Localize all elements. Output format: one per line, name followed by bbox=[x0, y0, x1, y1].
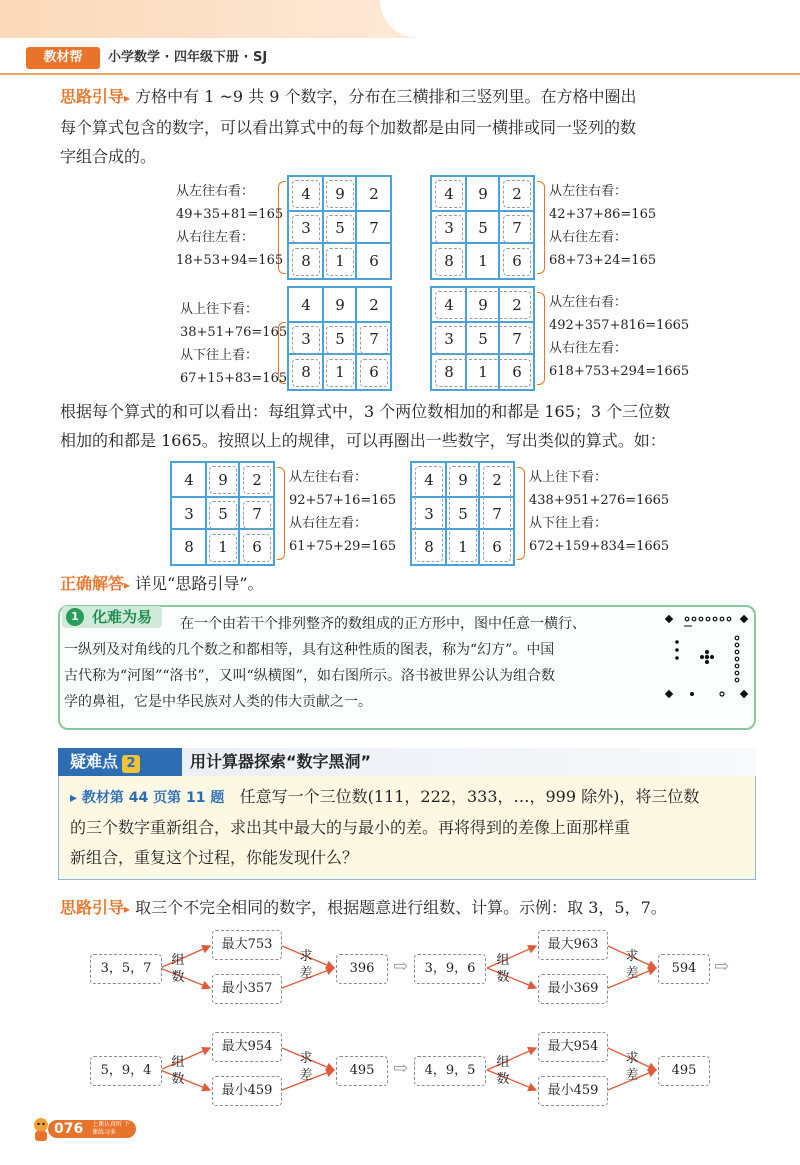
flow-result-box: 594 bbox=[658, 954, 710, 984]
section-tag: 思路引导 bbox=[60, 87, 125, 106]
example-equations: 从上往下看： 438+951+276=1665 从下往上看： 672+159+834=1665 bbox=[529, 470, 670, 554]
grid-cell: 5 bbox=[478, 219, 488, 237]
grid-cell: 3 bbox=[424, 505, 434, 523]
brand-badge: 教材帮 bbox=[26, 47, 100, 69]
grid-cell: 6 bbox=[369, 363, 379, 381]
tag-arrow-icon: ▸ bbox=[124, 91, 131, 105]
page-slogan: 上课认真听 下课练习多 bbox=[92, 1121, 130, 1136]
grid-cell: 7 bbox=[369, 219, 379, 237]
problem-text bbox=[70, 782, 750, 873]
brace-icon bbox=[517, 467, 525, 560]
problem-line: 任意写一个三位数(111，222，333，…，999 除外)，将三位数 bbox=[239, 787, 700, 806]
grid-cell: 5 bbox=[335, 330, 345, 348]
grid-cell: 4 bbox=[301, 296, 311, 314]
grid-cell: 4 bbox=[444, 296, 454, 314]
grid-cell: 8 bbox=[444, 252, 454, 270]
grid-cell: 2 bbox=[512, 296, 522, 314]
tip-label-text: 化难为易 bbox=[92, 608, 153, 626]
grid-cell: 4 bbox=[444, 185, 454, 203]
flow-min-box: 最小459 bbox=[212, 1076, 282, 1106]
grid-cell: 4 bbox=[301, 185, 311, 203]
grid-cell: 7 bbox=[369, 330, 379, 348]
flow-max-box: 最大963 bbox=[538, 930, 608, 960]
flow-result-box: 396 bbox=[336, 954, 388, 984]
flow-label-diff: 求 差 bbox=[299, 949, 313, 981]
grid-cell: 8 bbox=[444, 363, 454, 381]
grid-cell: 1 bbox=[218, 538, 228, 556]
grid-cell: 3 bbox=[301, 330, 311, 348]
grid-cell: 1 bbox=[478, 363, 488, 381]
section1-conclusion bbox=[60, 397, 760, 455]
flow-max-box: 最大954 bbox=[212, 1032, 282, 1062]
flow-result-box: 495 bbox=[336, 1056, 388, 1086]
header-band bbox=[0, 0, 800, 38]
section2-text: 取三个不完全相同的数字，根据题意进行组数、计算。示例：取 3，5，7。 bbox=[135, 898, 667, 917]
conclusion-line: 根据每个算式的和可以看出：每组算式中，3 个两位数相加的和都是 165；3 个三位数 bbox=[60, 402, 671, 421]
tip-text bbox=[64, 611, 654, 715]
grid-cell: 7 bbox=[492, 505, 502, 523]
flow-label-diff: 求 差 bbox=[625, 949, 639, 981]
grid-cell: 6 bbox=[512, 363, 522, 381]
next-arrow-icon: ⇨ bbox=[714, 956, 730, 977]
flow-max-box: 最大954 bbox=[538, 1032, 608, 1062]
brace-icon bbox=[277, 467, 285, 560]
grid-cell: 1 bbox=[335, 252, 345, 270]
magic-square-grid bbox=[410, 461, 515, 566]
conclusion-line: 相加的和都是 1665。按照以上的规律，可以再圈出一些数字，写出类似的算式。如： bbox=[60, 431, 666, 450]
tip-line: 一纵列及对角线的几个数之和都相等，具有这种性质的图表，称为“幻方”。中国 bbox=[64, 642, 555, 658]
grid-cell: 9 bbox=[335, 296, 345, 314]
grid-cell: 3 bbox=[444, 219, 454, 237]
grid-cell: 3 bbox=[301, 219, 311, 237]
example-equations: 从左往右看： 492+357+816=1665 从右往左看： 618+753+294=1665 bbox=[549, 295, 690, 379]
page-number: 076 bbox=[54, 1121, 84, 1137]
grid-cell: 9 bbox=[458, 471, 468, 489]
difficulty-badge: 疑难点 2 bbox=[58, 748, 182, 776]
brace-icon bbox=[537, 292, 545, 385]
difficulty-title: 用计算器探索“数字黑洞” bbox=[190, 752, 372, 771]
flow-label-diff: 求 差 bbox=[625, 1051, 639, 1083]
grid-cell: 2 bbox=[252, 471, 262, 489]
page-footer bbox=[30, 1116, 138, 1142]
grid-cell: 4 bbox=[424, 471, 434, 489]
grid-cell: 8 bbox=[184, 538, 194, 556]
grid-cell: 8 bbox=[301, 363, 311, 381]
magic-square-grid bbox=[287, 286, 392, 391]
next-arrow-icon: ⇨ bbox=[393, 1058, 409, 1079]
grid-cell: 1 bbox=[458, 538, 468, 556]
book-title: 小学数学 · 四年级下册 · SJ bbox=[108, 50, 268, 65]
magic-square-grid bbox=[430, 175, 535, 280]
tip-number: 1 bbox=[66, 608, 84, 626]
flow-label-group: 组 数 bbox=[171, 953, 185, 985]
example-equations: 从左往右看： 42+37+86=165 从右往左看： 68+73+24=165 bbox=[549, 184, 657, 268]
grid-cell: 2 bbox=[369, 185, 379, 203]
grid-cell: 9 bbox=[478, 185, 488, 203]
flow-input-box: 4，9，5 bbox=[414, 1056, 486, 1086]
flow-label-diff: 求 差 bbox=[299, 1051, 313, 1083]
page-header bbox=[0, 47, 800, 69]
grid-cell: 2 bbox=[369, 296, 379, 314]
grid-cell: 9 bbox=[335, 185, 345, 203]
grid-cell: 7 bbox=[512, 330, 522, 348]
grid-cell: 7 bbox=[512, 219, 522, 237]
grid-cell: 8 bbox=[301, 252, 311, 270]
intro-line: 每个算式包含的数字，可以看出算式中的每个加数都是由同一横排或同一竖列的数 bbox=[60, 118, 637, 137]
flow-input-box: 3，5，7 bbox=[90, 954, 162, 984]
problem-line: 新组合，重复这个过程，你能发现什么？ bbox=[70, 848, 359, 867]
tag-arrow-icon: ▸ bbox=[124, 578, 131, 592]
problem-line: 的三个数字重新组合，求出其中最大的与最小的差。再将得到的差像上面那样重 bbox=[70, 818, 631, 837]
section-tag: 正确解答 bbox=[60, 574, 125, 593]
tip-line: 古代称为“河图”“洛书”，又叫“纵横图”，如右图所示。洛书被世界公认为组合数 bbox=[64, 668, 555, 684]
grid-cell: 1 bbox=[335, 363, 345, 381]
example-equations: 从上往下看： 38+51+76=165 从下往上看： 67+15+83=165 bbox=[180, 302, 288, 386]
tip-line: 在一个由若干个排列整齐的数组成的正方形中，图中任意一横行、 bbox=[180, 616, 586, 632]
grid-cell: 5 bbox=[478, 330, 488, 348]
flow-input-box: 3，9，6 bbox=[414, 954, 486, 984]
problem-source: ▸ 教材第 44 页第 11 题 bbox=[70, 790, 225, 806]
grid-cell: 9 bbox=[478, 296, 488, 314]
brace-icon bbox=[537, 181, 545, 274]
section-tag: 思路引导 bbox=[60, 898, 125, 917]
tag-arrow-icon: ▸ bbox=[124, 902, 131, 916]
luoshu-diagram-icon bbox=[662, 612, 752, 702]
grid-cell: 9 bbox=[218, 471, 228, 489]
flow-min-box: 最小357 bbox=[212, 974, 282, 1004]
magic-square-grid bbox=[287, 175, 392, 280]
flow-input-box: 5，9，4 bbox=[90, 1056, 162, 1086]
answer-text: 详见“思路引导”。 bbox=[135, 574, 264, 593]
grid-cell: 2 bbox=[512, 185, 522, 203]
grid-cell: 5 bbox=[335, 219, 345, 237]
flow-arrows bbox=[0, 920, 800, 1120]
grid-cell: 6 bbox=[369, 252, 379, 270]
flow-label-group: 组 数 bbox=[171, 1055, 185, 1087]
section1-intro bbox=[60, 82, 760, 171]
flow-label-group: 组 数 bbox=[496, 953, 510, 985]
difficulty-number: 2 bbox=[122, 755, 140, 773]
grid-cell: 3 bbox=[184, 505, 194, 523]
next-arrow-icon: ⇨ bbox=[393, 956, 409, 977]
grid-cell: 6 bbox=[252, 538, 262, 556]
intro-line: 方格中有 1 ~9 共 9 个数字，分布在三横排和三竖列里。在方格中圈出 bbox=[135, 87, 637, 106]
header-divider bbox=[0, 73, 800, 75]
answer-line bbox=[60, 569, 760, 600]
grid-cell: 1 bbox=[478, 252, 488, 270]
flow-min-box: 最小369 bbox=[538, 974, 608, 1004]
flow-result-box: 495 bbox=[658, 1056, 710, 1086]
grid-cell: 6 bbox=[492, 538, 502, 556]
flow-min-box: 最小459 bbox=[538, 1076, 608, 1106]
grid-cell: 4 bbox=[184, 471, 194, 489]
grid-cell: 5 bbox=[458, 505, 468, 523]
grid-cell: 3 bbox=[444, 330, 454, 348]
grid-cell: 2 bbox=[492, 471, 502, 489]
flow-label-group: 组 数 bbox=[496, 1055, 510, 1087]
intro-line: 字组合成的。 bbox=[60, 147, 157, 166]
magic-square-grid bbox=[430, 286, 535, 391]
example-equations: 从左往右看： 92+57+16=165 从右往左看： 61+75+29=165 bbox=[289, 470, 397, 554]
flow-max-box: 最大753 bbox=[212, 930, 282, 960]
grid-cell: 8 bbox=[424, 538, 434, 556]
magic-square-grid bbox=[170, 461, 275, 566]
example-equations: 从左往右看： 49+35+81=165 从右往左看： 18+53+94=165 bbox=[176, 184, 284, 268]
grid-cell: 7 bbox=[252, 505, 262, 523]
grid-cell: 5 bbox=[218, 505, 228, 523]
grid-cell: 6 bbox=[512, 252, 522, 270]
tip-line: 学的鼻祖，它是中华民族对人类的伟大贡献之一。 bbox=[64, 694, 372, 710]
